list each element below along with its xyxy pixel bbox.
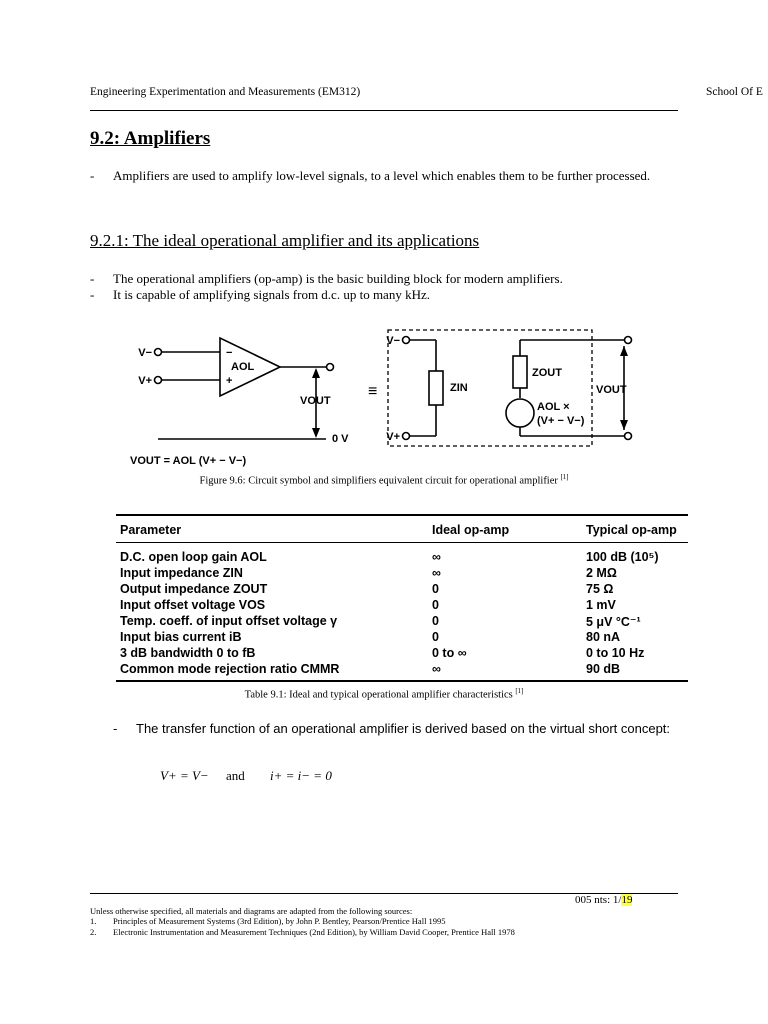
label-aol-times: AOL × [537,401,570,413]
table-header-ideal: Ideal op-amp [432,523,510,537]
label-vout-right: VOUT [596,384,627,396]
cell-parameter: 3 dB bandwidth 0 to fB [120,646,256,660]
cell-parameter: Input offset voltage VOS [120,598,266,612]
cell-typical: 2 MΩ [586,566,617,580]
cell-typical: 90 dB [586,662,621,676]
reference-text: Electronic Instrumentation and Measurement Techniques (2nd Edition), by William David Cooper, Prentice Hall 1978 [113,927,515,937]
label-vout-left: VOUT [300,395,331,407]
header-course-title: Engineering Experimentation and Measurements (EM312) [90,86,361,98]
cell-typical: 100 dB (10⁵) [586,550,659,564]
equivalence-symbol: ≡ [368,383,378,400]
table-header-rule [116,542,688,543]
bullet-opamp-building-block [90,270,678,287]
table-header-parameter: Parameter [120,523,182,537]
equation-voltage: V+ = V− [160,768,209,783]
cell-parameter: Output impedance ZOUT [120,582,268,596]
reference-text: Principles of Measurement Systems (3rd Edition), by John P. Bentley, Pearson/Prentice Hall 1995 [113,916,446,926]
label-v-plus: V+ [138,375,152,387]
cell-typical: 80 nA [586,630,621,644]
cell-parameter: D.C. open loop gain AOL [120,550,267,564]
cell-parameter: Common mode rejection ratio CMMR [120,662,340,676]
table-caption-ref: [1] [515,688,524,695]
bullet-text: The operational amplifiers (op-amp) is the basic building block for modern amplifiers. [113,271,563,286]
reference-number: 1. [90,916,97,926]
vout-formula: VOUT = AOL (V+ − V−) [130,455,247,467]
footer-sources-note: Unless otherwise specified, all materials and diagrams are adapted from the following sources: [90,906,413,916]
table-caption-text: Table 9.1: Ideal and typical operational amplifier characteristics [244,689,513,701]
virtual-short-equation [160,768,460,788]
section-title: 9.2: Amplifiers [90,128,211,149]
table-top-rule [116,514,688,516]
header-school: School Of E [706,86,763,98]
figure-caption-ref: [1] [560,474,569,481]
page-number-prefix: 005 nts: 1/ [575,894,622,906]
cell-ideal: ∞ [432,550,441,564]
bullet-dash: - [90,271,95,286]
label-aol-expression: (V+ − V−) [537,415,585,427]
label-v-minus-right: V− [386,335,400,347]
bullet-text: The transfer function of an operational amplifier is derived based on the virtual short concept: [136,721,671,736]
bullet-transfer-function [113,720,678,756]
cell-typical: 75 Ω [586,582,614,596]
label-zout: ZOUT [532,367,562,379]
label-aol: AOL [231,361,255,373]
bullet-text: Amplifiers are used to amplify low-level signals, to a level which enables them to be further processed. [113,168,651,183]
table-header-typical: Typical op-amp [586,523,677,537]
table-row [116,662,688,678]
table-row [116,566,688,582]
bullet-amplifiers-intro [90,167,678,207]
page-number-highlight: 19 [621,894,633,906]
cell-parameter: Input bias current iB [120,630,242,644]
cell-ideal: 0 [432,614,439,628]
cell-typical: 5 μV °C⁻¹ [586,615,641,629]
cell-ideal: 0 [432,630,439,644]
cell-ideal: ∞ [432,662,441,676]
subsection-title: 9.2.1: The ideal operational amplifier and its applications [90,231,480,250]
table-row [116,598,688,614]
cell-ideal: 0 [432,582,439,596]
label-zero-v: 0 V [332,433,349,445]
cell-ideal: ∞ [432,566,441,580]
page-number [575,894,632,906]
table-row [116,550,688,566]
table-bottom-rule [116,680,688,682]
bullet-dash: - [90,287,95,302]
equation-and: and [226,768,245,783]
cell-parameter: Input impedance ZIN [120,566,243,580]
cell-ideal: 0 [432,598,439,612]
bullet-dash: - [113,721,118,736]
label-minus-input: − [226,347,233,359]
opamp-circuit-figure [100,318,660,468]
bullet-text: It is capable of amplifying signals from d.c. up to many kHz. [113,287,430,302]
table-row [116,646,688,662]
header-divider [90,110,678,111]
label-zin: ZIN [450,382,468,394]
label-v-plus-right: V+ [386,431,400,443]
equation-current: i+ = i− = 0 [270,768,332,783]
cell-typical: 0 to 10 Hz [586,646,645,660]
figure-caption-text: Figure 9.6: Circuit symbol and simplifiers equivalent circuit for operational amplifier [199,475,558,487]
reference-number: 2. [90,927,97,937]
label-v-minus: V− [138,347,152,359]
cell-ideal: 0 to ∞ [432,646,467,660]
figure-caption [90,474,678,487]
table-row [116,582,688,598]
cell-parameter: Temp. coeff. of input offset voltage γ [120,614,338,628]
table-row [116,630,688,646]
bullet-dash: - [90,168,95,183]
cell-typical: 1 mV [586,598,616,612]
table-row [116,614,688,630]
bullet-opamp-bandwidth [90,286,678,303]
label-plus-input: + [226,375,233,387]
opamp-characteristics-table [116,514,688,684]
table-caption [90,688,678,701]
